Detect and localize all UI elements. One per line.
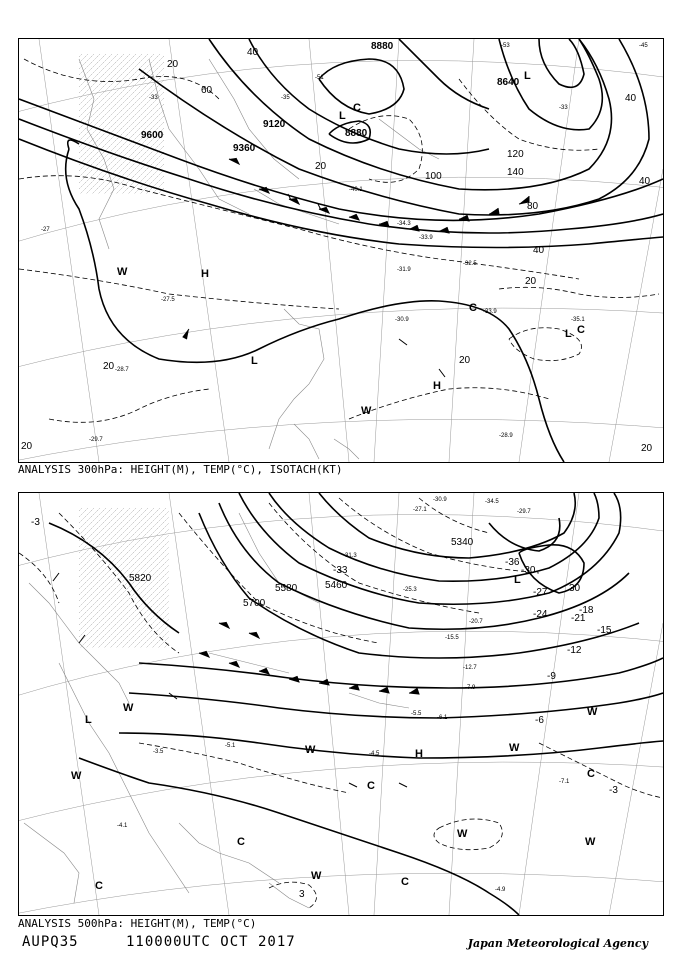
warm-symbol: W <box>585 836 596 848</box>
isotach-label: 100 <box>425 171 442 182</box>
isotach-label: 20 <box>641 443 653 454</box>
temp-obs: -30.9 <box>395 317 409 323</box>
isotherm-label: 3 <box>299 889 305 900</box>
temp-obs: -51 <box>315 75 324 81</box>
temp-obs: -33.9 <box>483 309 497 315</box>
height-label: 5700 <box>243 598 266 609</box>
low-symbol: L <box>339 110 346 122</box>
temp-obs: -31.9 <box>397 267 411 273</box>
temp-obs: -15.5 <box>445 635 459 641</box>
warm-symbol: W <box>361 405 372 417</box>
isotherm-label: -3 <box>31 517 40 528</box>
temp-obs: -12.7 <box>463 665 477 671</box>
isotach-label: 20 <box>167 59 179 70</box>
height-label: 9600 <box>141 130 164 141</box>
high-symbol: H <box>415 748 423 760</box>
temp-obs: -31.3 <box>343 553 357 559</box>
temp-obs: -7.1 <box>559 779 570 785</box>
temp-obs: -34.3 <box>397 221 411 227</box>
agency-name: Japan Meteorological Agency <box>467 937 648 950</box>
isotach-label: 20 <box>103 361 115 372</box>
chart-300hpa-caption: ANALYSIS 300hPa: HEIGHT(M), TEMP(°C), ISOTACH(KT) <box>18 463 343 476</box>
low-symbol: L <box>565 328 572 340</box>
isotherm-label: -27 <box>533 587 548 598</box>
chart-300hpa <box>18 38 664 463</box>
temp-obs: -27.1 <box>413 507 427 513</box>
isotherm-label: -6 <box>535 715 544 726</box>
isotach-label: 40 <box>625 93 637 104</box>
height-label: 5580 <box>275 583 298 594</box>
cold-symbol: C <box>401 876 409 888</box>
warm-symbol: W <box>509 742 520 754</box>
temp-obs: -53 <box>501 43 510 49</box>
height-label: 8640 <box>497 77 520 88</box>
temp-obs: -7.9 <box>465 685 476 691</box>
temp-obs: -33 <box>149 95 158 101</box>
low-symbol: L <box>251 355 258 367</box>
temp-obs: -35.1 <box>571 317 585 323</box>
isotach-label: 20 <box>21 441 33 452</box>
chart-datetime: 110000UTC OCT 2017 <box>126 934 296 950</box>
chart-300hpa-map <box>19 39 663 462</box>
temp-obs: -3.5 <box>153 749 164 755</box>
isotherm-label: -36 <box>505 557 520 568</box>
warm-symbol: W <box>71 770 82 782</box>
temp-obs: -20.7 <box>469 619 483 625</box>
temp-obs: -6.1 <box>437 715 448 721</box>
temp-obs: -27 <box>41 227 50 233</box>
isotach-label: 40 <box>247 47 259 58</box>
warm-symbol: W <box>117 266 128 278</box>
isotach-label: 120 <box>507 149 524 160</box>
isotherm-label: -18 <box>579 605 594 616</box>
temp-obs: -35 <box>281 95 290 101</box>
temp-obs: -25.3 <box>403 587 417 593</box>
warm-symbol: W <box>123 702 134 714</box>
temp-obs: -33.9 <box>419 235 433 241</box>
cold-symbol: C <box>469 302 477 314</box>
isotherm-label: -3 <box>609 785 618 796</box>
isotherm-label: 30 <box>569 583 581 594</box>
temp-obs: -5.5 <box>411 711 422 717</box>
warm-symbol: W <box>587 706 598 718</box>
temp-obs: -4.5 <box>369 751 380 757</box>
temp-obs: -32.5 <box>463 261 477 267</box>
cold-symbol: C <box>95 880 103 892</box>
high-symbol: H <box>201 268 209 280</box>
isotach-label: 40 <box>639 176 651 187</box>
isotherm-label: -30 <box>521 565 536 576</box>
temp-obs: -34.5 <box>485 499 499 505</box>
isotach-label: 140 <box>507 167 524 178</box>
height-label: 8880 <box>345 128 368 139</box>
isotherm-label: -15 <box>597 625 612 636</box>
isotach-label: 20 <box>459 355 471 366</box>
temp-obs: -5.1 <box>225 743 236 749</box>
isotherm-label: -12 <box>567 645 582 656</box>
height-label: 5460 <box>325 580 348 591</box>
cold-symbol: C <box>587 768 595 780</box>
height-label: 9360 <box>233 143 256 154</box>
isotach-label: 80 <box>527 201 539 212</box>
temp-obs: -30.9 <box>433 497 447 503</box>
temp-obs: -40.1 <box>349 187 363 193</box>
temp-obs: -29.7 <box>517 509 531 515</box>
isotach-label: 20 <box>315 161 327 172</box>
temp-obs: -33 <box>559 105 568 111</box>
low-symbol: L <box>524 70 531 82</box>
isotach-label: 20 <box>525 276 537 287</box>
chart-500hpa-caption: ANALYSIS 500hPa: HEIGHT(M), TEMP(°C) <box>18 917 257 930</box>
chart-code: AUPQ35 <box>22 934 79 950</box>
cold-symbol: C <box>577 324 585 336</box>
coastlines <box>24 508 409 908</box>
chart-500hpa-map <box>19 493 663 915</box>
cold-symbol: C <box>237 836 245 848</box>
temp-obs: -28.9 <box>499 433 513 439</box>
chart-500hpa <box>18 492 664 916</box>
cold-symbol: C <box>353 102 361 114</box>
isotach-label: 60 <box>201 85 213 96</box>
isotherm-label: -33 <box>333 565 348 576</box>
high-symbol: H <box>433 380 441 392</box>
temp-obs: -4.9 <box>495 887 506 893</box>
isotherm-label: -21 <box>571 613 586 624</box>
warm-symbol: W <box>311 870 322 882</box>
cold-symbol: C <box>367 780 375 792</box>
height-label: 9120 <box>263 119 286 130</box>
temp-obs: -28.7 <box>115 367 129 373</box>
chart-footer <box>22 934 652 954</box>
height-label: 8880 <box>371 41 394 52</box>
warm-symbol: W <box>457 828 468 840</box>
temp-obs: -29.7 <box>89 437 103 443</box>
height-label: 5820 <box>129 573 152 584</box>
coastlines <box>79 54 439 459</box>
temp-obs: -45 <box>639 43 648 49</box>
temp-obs: -4.1 <box>117 823 128 829</box>
isotherm-label: -9 <box>547 671 556 682</box>
low-symbol: L <box>85 714 92 726</box>
low-symbol: L <box>514 574 521 586</box>
temp-obs: -27.5 <box>161 297 175 303</box>
warm-symbol: W <box>305 744 316 756</box>
height-label: 5340 <box>451 537 474 548</box>
isotherm-label: -24 <box>533 609 548 620</box>
isotach-label: 40 <box>533 245 545 256</box>
